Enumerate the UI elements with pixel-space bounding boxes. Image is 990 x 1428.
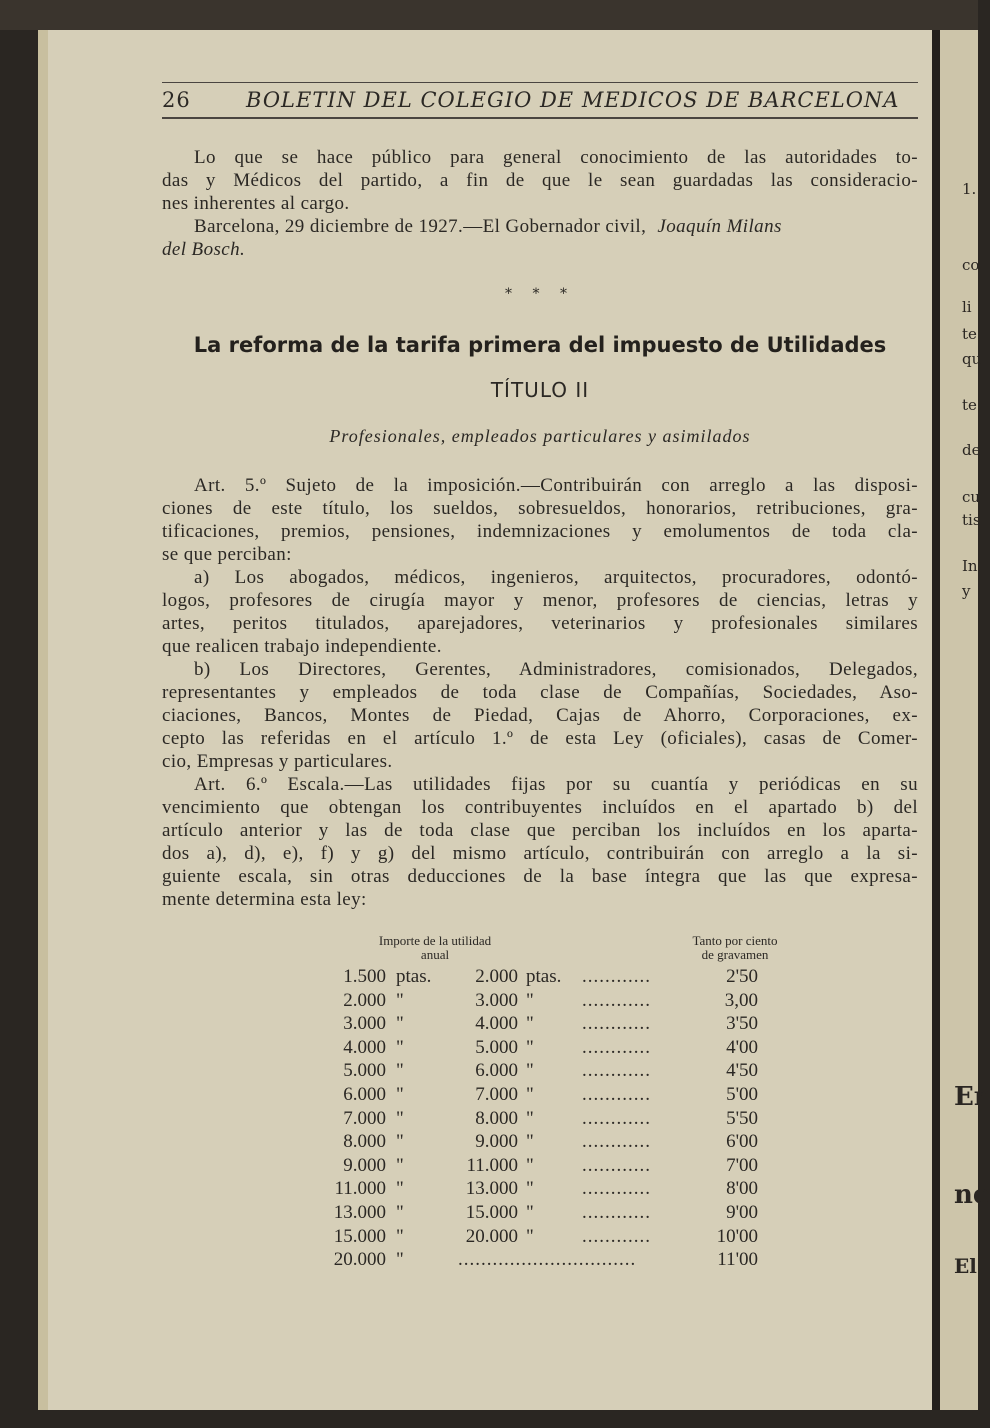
signature-name-cont: del Bosch.	[162, 239, 246, 260]
body-line: ciaciones, Bancos, Montes de Piedad, Cajas de Ahorro, Corporaciones, ex-	[162, 705, 918, 726]
tax-rate: 5'50	[726, 1107, 758, 1129]
dot-leader: ............	[582, 1084, 651, 1105]
ditto-mark: "	[526, 1131, 534, 1153]
body-line: dos a), d), e), f) y g) del mismo artículo, contribuirán con arreglo a la si-	[162, 843, 918, 864]
ditto-mark: "	[526, 1202, 534, 1223]
facing-fragment: de	[962, 441, 981, 459]
ditto-mark: "	[526, 1084, 534, 1105]
tax-rate: 2'50	[726, 966, 758, 987]
ditto-mark: "	[526, 1154, 534, 1176]
income-from: 7.000	[343, 1107, 386, 1129]
body-line: artículo anterior y las de toda clase que perciban los incluídos en los aparta-	[162, 820, 918, 841]
section-separator: * * *	[505, 286, 575, 302]
header-rule-bottom	[162, 117, 918, 119]
ditto-mark: "	[396, 1107, 404, 1129]
income-from: 2.000	[343, 989, 386, 1011]
facing-fragment: 1.	[962, 180, 977, 198]
table-row	[318, 966, 768, 989]
facing-fragment: y	[962, 582, 971, 600]
dot-leader: ............	[582, 1154, 651, 1176]
header-line: Tanto por ciento	[692, 933, 778, 948]
body-line: cio, Empresas y particulares.	[162, 751, 393, 772]
income-from: 15.000	[333, 1225, 386, 1247]
table-row	[318, 1226, 768, 1249]
income-from: 4.000	[343, 1036, 386, 1058]
income-from: 1.500	[343, 966, 386, 987]
income-to: 6.000	[475, 1060, 518, 1082]
unit-label: ptas.	[526, 966, 562, 987]
income-from: 11.000	[334, 1178, 386, 1200]
notice-line: Lo que se hace público para general conocimiento de las autoridades to-	[194, 147, 918, 168]
tax-rate: 4'50	[726, 1060, 758, 1082]
section-subtitle: Profesionales, empleados particulares y asimilados	[329, 426, 751, 446]
body-line: que realicen trabajo independiente.	[162, 636, 442, 657]
income-from: 13.000	[333, 1202, 386, 1223]
income-to: 20.000	[465, 1225, 518, 1247]
facing-fragment: te	[962, 396, 977, 414]
facing-fragment: In	[962, 557, 978, 575]
ditto-mark: "	[526, 1036, 534, 1058]
ditto-mark: "	[396, 1131, 404, 1153]
income-from: 9.000	[343, 1154, 386, 1176]
dot-leader: ............	[582, 1036, 651, 1058]
scanner-frame	[0, 0, 978, 30]
table-row	[318, 1249, 768, 1272]
income-to: 8.000	[475, 1107, 518, 1129]
table-row	[318, 1037, 768, 1060]
tax-rate: 3,00	[724, 989, 758, 1011]
body-line: Art. 6.º Escala.—Las utilidades fijas por su cuantía y periódicas en su	[194, 774, 918, 795]
tax-rate: 4'00	[726, 1036, 758, 1058]
table-row	[318, 1131, 768, 1154]
body-line: b) Los Directores, Gerentes, Administradores, comisionados, Delegados,	[194, 659, 918, 680]
page-edge	[38, 30, 48, 1410]
ditto-mark: "	[396, 1036, 404, 1058]
ditto-mark: "	[396, 1178, 404, 1200]
facing-fragment: li	[962, 298, 972, 316]
table-row	[318, 1013, 768, 1036]
ditto-mark: "	[396, 1154, 404, 1176]
body-line: Art. 5.º Sujeto de la imposición.—Contribuirán con arreglo a las disposi-	[194, 475, 918, 496]
income-to: 9.000	[475, 1131, 518, 1153]
dot-leader: ............	[582, 1225, 651, 1247]
ditto-mark: "	[396, 1084, 404, 1105]
dot-leader: ............	[582, 1013, 651, 1035]
ditto-mark: "	[396, 1202, 404, 1223]
tax-rate: 9'00	[726, 1202, 758, 1223]
table-row	[318, 990, 768, 1013]
body-line: a) Los abogados, médicos, ingenieros, arquitectos, procuradores, odontó-	[194, 567, 918, 588]
body-line: ciones de este título, los sueldos, sobresueldos, honorarios, retribuciones, gra-	[162, 498, 918, 519]
facing-fragment: Er	[954, 1082, 988, 1112]
body-line: vencimiento que obtengan los contribuyentes incluídos en el apartado b) del	[162, 797, 918, 818]
income-to: 15.000	[465, 1202, 518, 1223]
dot-leader: ............	[582, 989, 651, 1011]
table-header-rate	[650, 934, 820, 962]
ditto-mark: "	[396, 1013, 404, 1035]
facing-page	[940, 30, 990, 1410]
ditto-mark: "	[526, 1107, 534, 1129]
dot-leader: ............	[582, 1131, 651, 1153]
body-line: cepto las referidas en el artículo 1.º de esta Ley (oficiales), casas de Comer-	[162, 728, 918, 749]
income-to: 5.000	[475, 1036, 518, 1058]
dot-leader: ............	[582, 1202, 651, 1223]
body-line: mente determina esta ley:	[162, 889, 367, 910]
section-title: TÍTULO II	[490, 378, 590, 402]
table-row	[318, 1108, 768, 1131]
income-to: 3.000	[475, 989, 518, 1011]
notice-line: das y Médicos del partido, a fin de que le sean guardadas las consideracio-	[162, 170, 918, 191]
facing-fragment: qu	[962, 350, 982, 368]
income-to: 4.000	[475, 1013, 518, 1035]
notice-line: nes inherentes al cargo.	[162, 193, 350, 214]
income-from: 8.000	[343, 1131, 386, 1153]
signature-name: Joaquín Milans	[657, 216, 782, 237]
facing-fragment: co	[962, 256, 980, 274]
notice-signature	[194, 215, 782, 238]
header-line: de gravamen	[701, 947, 769, 962]
ditto-mark: "	[526, 1013, 534, 1035]
ditto-mark: "	[396, 1225, 404, 1247]
body-line: representantes y empleados de toda clase de Compañías, Sociedades, Aso-	[162, 682, 918, 703]
table-row	[318, 1084, 768, 1107]
dot-leader: ............	[582, 1060, 651, 1082]
body-line: logos, profesores de cirugía mayor y menor, profesores de ciencias, letras y	[162, 590, 918, 611]
ditto-mark: "	[526, 989, 534, 1011]
ditto-mark: "	[526, 1060, 534, 1082]
income-to: 2.000	[475, 966, 518, 987]
unit-label: ptas.	[396, 966, 432, 987]
tax-rate: 3'50	[726, 1013, 758, 1035]
tax-rate: 8'00	[726, 1178, 758, 1200]
tax-rate: 6'00	[726, 1131, 758, 1153]
body-line: tificaciones, premios, pensiones, indemnizaciones y emolumentos de toda cla-	[162, 521, 918, 542]
signature-prefix: Barcelona, 29 diciembre de 1927.—El Gobernador civil,	[194, 216, 647, 237]
body-line: se que perciban:	[162, 544, 292, 565]
body-line: artes, peritos titulados, aparejadores, veterinarios y profesionales similares	[162, 613, 918, 634]
dot-leader: ............	[582, 1178, 651, 1200]
header-line: Importe de la utilidad	[378, 933, 492, 948]
ditto-mark: "	[396, 1249, 404, 1271]
table-row	[318, 1155, 768, 1178]
table-row	[318, 1178, 768, 1201]
table-header-income	[340, 934, 530, 962]
income-from: 5.000	[343, 1060, 386, 1082]
header-line: anual	[420, 947, 450, 962]
facing-fragment: te	[962, 325, 977, 343]
dot-leader: ............	[582, 966, 651, 987]
income-to: 11.000	[466, 1154, 518, 1176]
ditto-mark: "	[396, 989, 404, 1011]
ditto-mark: "	[396, 1060, 404, 1082]
tax-rate: 7'00	[726, 1154, 758, 1176]
facing-fragment: El	[954, 1254, 977, 1278]
facing-fragment: no	[954, 1180, 990, 1210]
header-rule-top	[162, 82, 918, 83]
table-row	[318, 1060, 768, 1083]
tax-rate: 5'00	[726, 1084, 758, 1105]
journal-title: BOLETIN DEL COLEGIO DE MEDICOS DE BARCELONA	[246, 88, 900, 112]
facing-fragment: tis	[962, 511, 981, 529]
income-from: 3.000	[343, 1013, 386, 1035]
dot-leader: ...............................	[458, 1249, 637, 1271]
running-head	[162, 86, 918, 114]
income-from: 20.000	[333, 1249, 386, 1271]
ditto-mark: "	[526, 1225, 534, 1247]
table-row	[318, 1202, 768, 1225]
dot-leader: ............	[582, 1107, 651, 1129]
tax-rate: 11'00	[717, 1249, 758, 1271]
income-to: 13.000	[465, 1178, 518, 1200]
article-heading: La reforma de la tarifa primera del impuesto de Utilidades	[193, 333, 887, 357]
ditto-mark: "	[526, 1178, 534, 1200]
facing-fragment: cu	[962, 488, 981, 506]
page-number: 26	[162, 88, 191, 112]
tax-rate: 10'00	[716, 1225, 758, 1247]
body-line: guiente escala, sin otras deducciones de la base íntegra que las que expresa-	[162, 866, 918, 887]
income-to: 7.000	[475, 1084, 518, 1105]
income-from: 6.000	[343, 1084, 386, 1105]
